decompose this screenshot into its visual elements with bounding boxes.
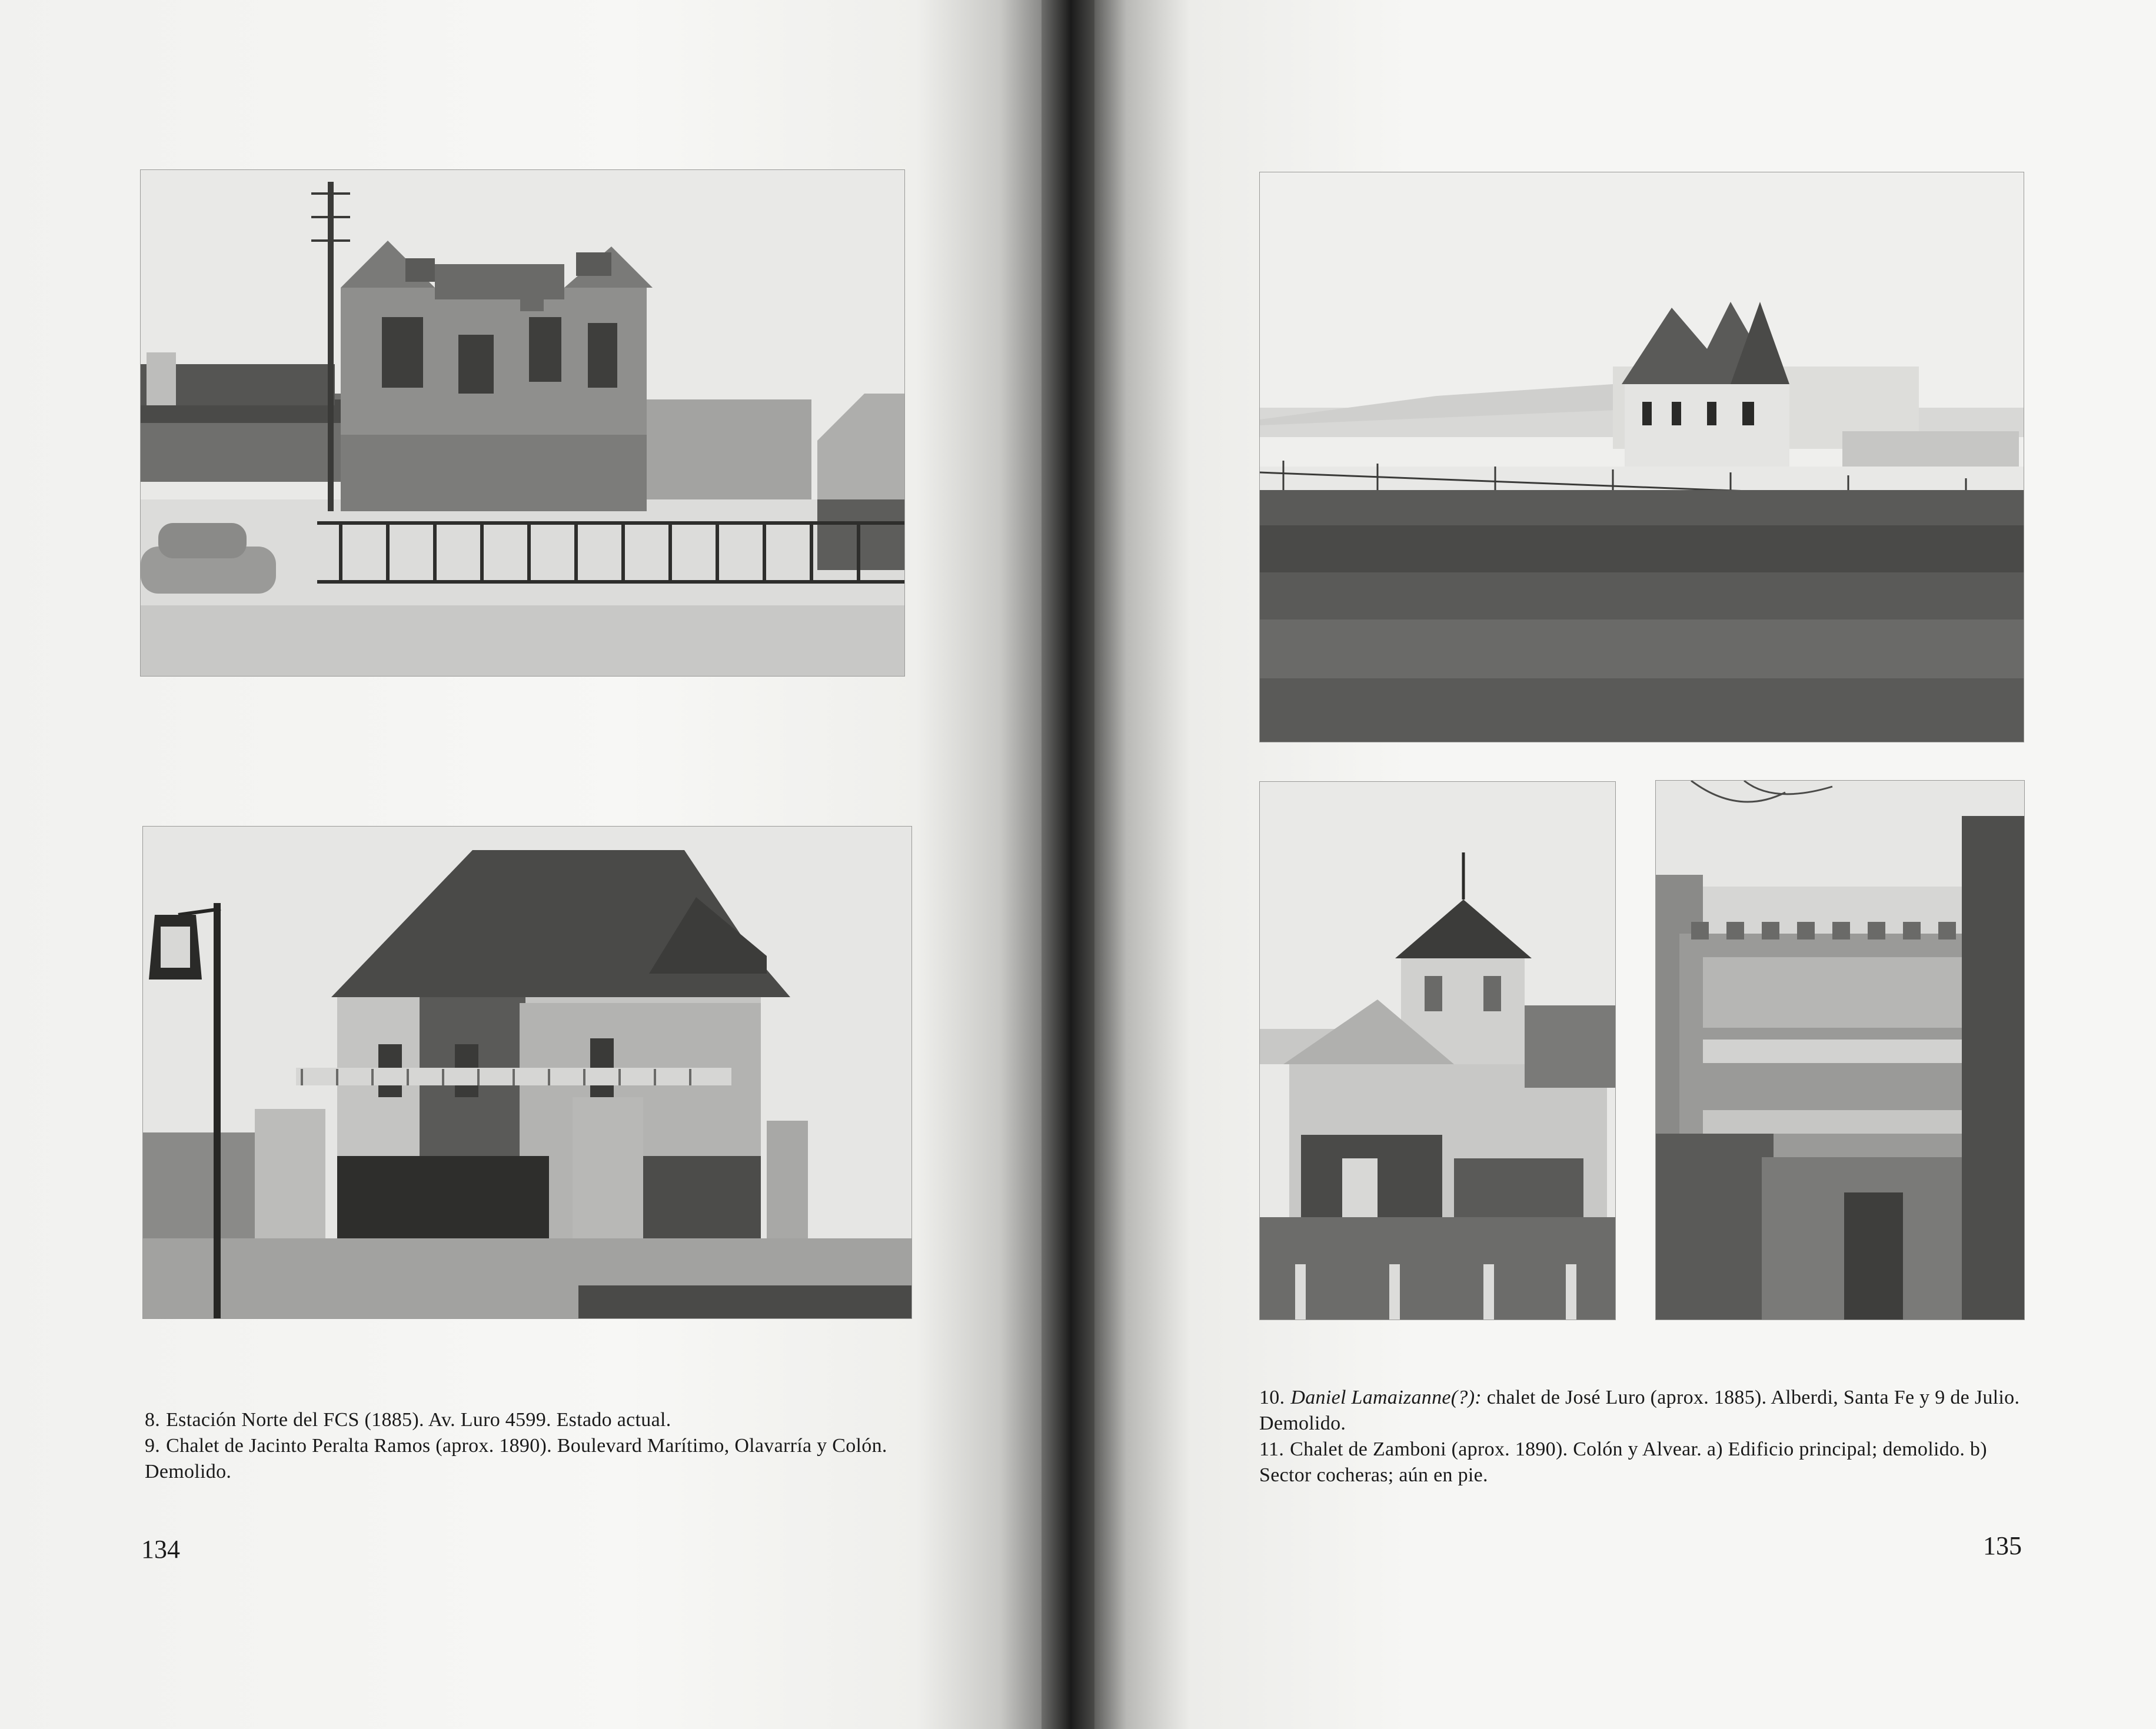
book-gutter — [1042, 0, 1094, 1729]
caption-9: 9. Chalet de Jacinto Peralta Ramos (aprox. 1890). Boulevard Marítimo, Olavarría y Colón. Demolido. — [145, 1435, 887, 1483]
photo-chalet-zamboni-cocheras — [1655, 780, 2025, 1320]
photo-chalet-peralta-ramos — [142, 826, 912, 1319]
photo-estacion-norte — [140, 169, 905, 677]
photo-chalet-jose-luro — [1259, 172, 2024, 742]
left-page — [0, 0, 1042, 1729]
right-page — [1094, 0, 2156, 1729]
caption-11: 11. Chalet de Zamboni (aprox. 1890). Colón y Alvear. a) Edificio principal; demolido. b) Sector cocheras; aún en pie. — [1259, 1438, 1987, 1486]
caption-block-right — [1259, 1385, 2022, 1488]
caption-10: 10. Daniel Lamaizanne(?): chalet de José Luro (aprox. 1885). Alberdi, Santa Fe y 9 de Julio. Demolido. — [1259, 1387, 2020, 1434]
caption-block-left — [145, 1407, 916, 1485]
page-number-left: 134 — [141, 1535, 180, 1564]
photo-chalet-zamboni-principal — [1259, 781, 1616, 1320]
page-number-right: 135 — [1983, 1531, 2022, 1560]
caption-8: 8. Estación Norte del FCS (1885). Av. Luro 4599. Estado actual. — [145, 1409, 671, 1431]
